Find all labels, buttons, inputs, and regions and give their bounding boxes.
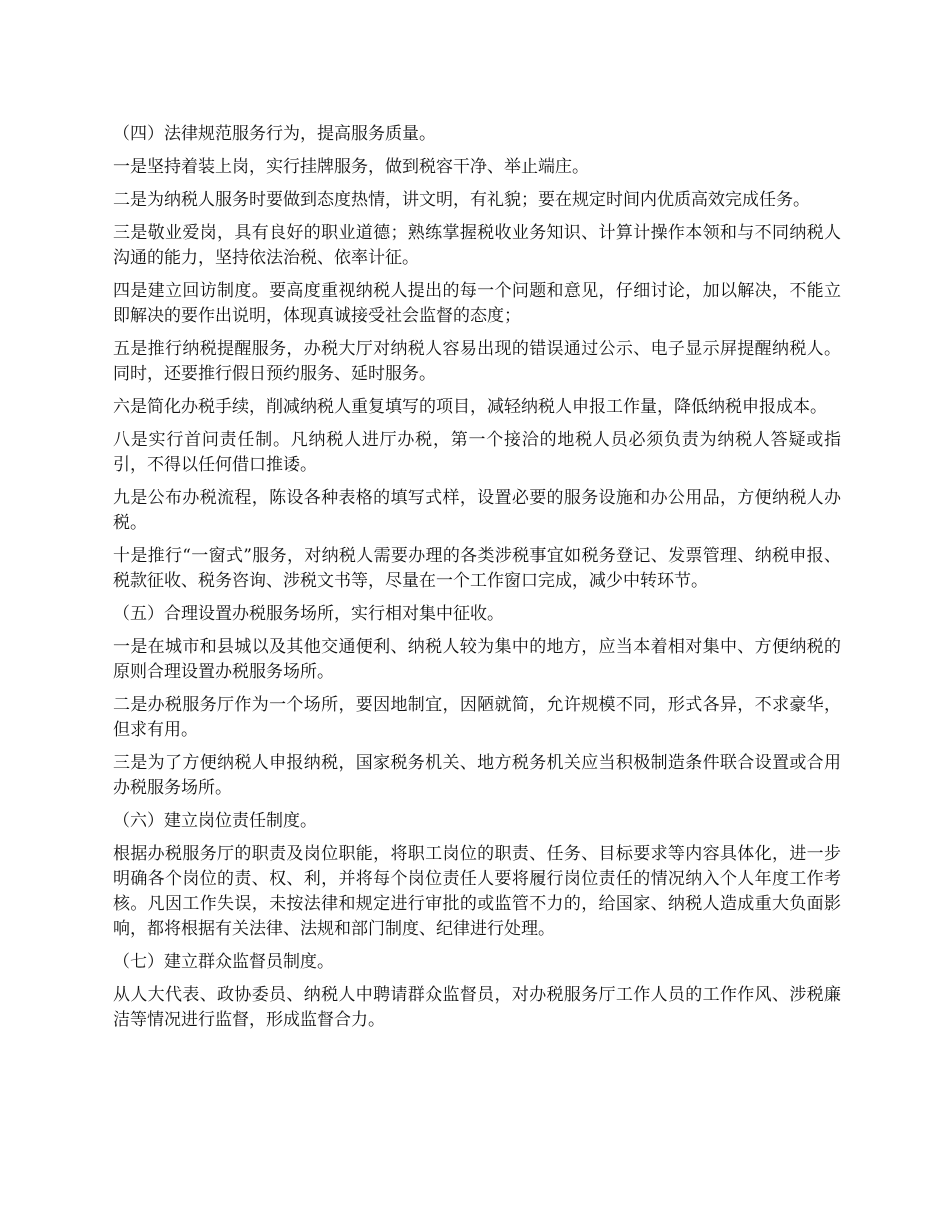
paragraph: 九是公布办税流程，陈设各种表格的填写式样，设置必要的服务设施和办公用品，方便纳税人办税。	[113, 488, 841, 533]
section-heading-7: （七）建立群众监督员制度。	[113, 952, 334, 972]
paragraph: 二是办税服务厅作为一个场所，要因地制宜，因陋就简，允许规模不同，形式各异，不求豪华，但求有用。	[113, 695, 841, 740]
document-page	[113, 122, 841, 1041]
section-heading-6: （六）建立岗位责任制度。	[113, 811, 317, 831]
paragraph: 五是推行纳税提醒服务，办税大厅对纳税人容易出现的错误通过公示、电子显示屏提醒纳税人。同时，还要推行假日预约服务、延时服务。	[113, 339, 841, 384]
paragraph: 十是推行“一窗式”服务，对纳税人需要办理的各类涉税事宜如税务登记、发票管理、纳税申报、税款征收、税务咨询、涉税文书等，尽量在一个工作窗口完成，减少中转环节。	[113, 546, 841, 591]
paragraph: 根据办税服务厅的职责及岗位职能，将职工岗位的职责、任务、目标要求等内容具体化，进一步明确各个岗位的责、权、利，并将每个岗位责任人要将履行岗位责任的情况纳入个人年度工作考核。凡因工作失误，未按法律和规定进行审批的或监管不力的，给国家、纳税人造成重大负面影响，都将根据有关法律、法规和部门制度、纪律进行处理。	[113, 844, 841, 939]
paragraph: 八是实行首问责任制。凡纳税人进厅办税，第一个接洽的地税人员必须负责为纳税人答疑或指引，不得以任何借口推诿。	[113, 430, 841, 475]
paragraph: 六是简化办税手续，削减纳税人重复填写的项目，减轻纳税人申报工作量，降低纳税申报成本。	[113, 397, 827, 417]
paragraph: 一是坚持着装上岗，实行挂牌服务，做到税容干净、举止端庄。	[113, 157, 589, 177]
paragraph: 三是为了方便纳税人申报纳税，国家税务机关、地方税务机关应当积极制造条件联合设置或合用办税服务场所。	[113, 753, 841, 798]
paragraph: 三是敬业爱岗，具有良好的职业道德；熟练掌握税收业务知识、计算计操作本领和与不同纳税人沟通的能力，坚持依法治税、依率计征。	[113, 223, 841, 268]
paragraph: 二是为纳税人服务时要做到态度热情，讲文明，有礼貌；要在规定时间内优质高效完成任务。	[113, 190, 810, 210]
section-heading-5: （五）合理设置办税服务场所，实行相对集中征收。	[113, 604, 504, 624]
paragraph: 一是在城市和县城以及其他交通便利、纳税人较为集中的地方，应当本着相对集中、方便纳税的原则合理设置办税服务场所。	[113, 637, 841, 682]
paragraph: 四是建立回访制度。要高度重视纳税人提出的每一个问题和意见，仔细讨论，加以解决，不能立即解决的要作出说明，体现真诚接受社会监督的态度；	[113, 281, 841, 326]
section-heading-4: （四）法律规范服务行为，提高服务质量。	[113, 124, 436, 144]
paragraph: 从人大代表、政协委员、纳税人中聘请群众监督员，对办税服务厅工作人员的工作作风、涉税廉洁等情况进行监督，形成监督合力。	[113, 985, 841, 1030]
